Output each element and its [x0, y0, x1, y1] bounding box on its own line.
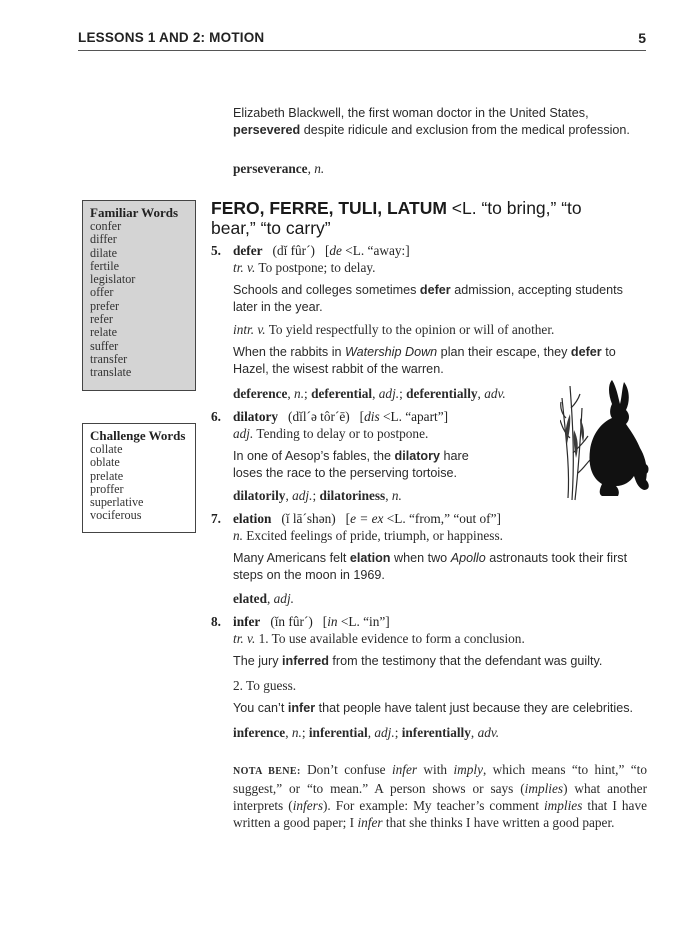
page-number: 5 — [638, 30, 646, 46]
sentence-text: from the testimony that the defendant was guilty. — [328, 654, 603, 668]
part-of-speech: adj. — [233, 426, 254, 441]
etymology-prefix: de — [329, 243, 342, 258]
example-sentence — [233, 282, 645, 316]
target-word: infer — [287, 701, 316, 715]
part-of-speech: n. — [314, 161, 325, 176]
entry-headword-line: elation (ĭ lā´shən) [e = ex <L. “from,” “out of”] — [233, 511, 501, 526]
derivative-word: inference — [233, 725, 286, 740]
word-list-item: refer — [90, 312, 113, 327]
entry-number: 7. — [211, 511, 221, 526]
note-text: , which means “to hint,” “to suggest,” or “to mean.” A person shows or says ( — [233, 762, 647, 797]
entry-headword: elation — [233, 511, 272, 526]
word-list-item: translate — [90, 365, 132, 380]
word-list-item: differ — [90, 232, 117, 247]
part-of-speech: adj. — [374, 725, 395, 740]
familiar-words-box — [82, 200, 196, 391]
entry-number: 5. — [211, 243, 221, 258]
etymology: <L. “away:] — [341, 243, 410, 258]
etymology: <L. “apart”] — [379, 409, 449, 424]
note-term: infer — [391, 762, 418, 778]
entry-headword-line: defer (dĭ fûr´) [de <L. “away:] — [233, 243, 410, 258]
definition — [233, 321, 645, 338]
word-list-item: vociferous — [90, 508, 142, 523]
part-of-speech: n. — [291, 725, 302, 740]
sentence-text: Many Americans felt — [233, 551, 350, 565]
chapter-title: LESSONS 1 AND 2: MOTION — [78, 30, 265, 45]
pronunciation: (ĭ lā´shən) — [281, 511, 336, 526]
part-of-speech: n. — [391, 488, 402, 503]
sentence-text: Schools and colleges sometimes — [233, 283, 420, 297]
word-list-item: legislator — [90, 272, 136, 287]
sentence-text: When the rabbits in — [233, 345, 346, 359]
sentence-text: plan their escape, they — [437, 345, 571, 359]
definition-text: Excited feelings of pride, triumph, or happiness. — [242, 528, 503, 543]
part-of-speech: adj. — [273, 591, 294, 606]
challenge-words-list — [90, 443, 195, 523]
part-of-speech: adv. — [484, 386, 506, 401]
root-words: FERO, FERRE, TULI, LATUM — [211, 198, 447, 218]
entry-headword: dilatory — [233, 409, 279, 424]
definition-text: 2. To guess. — [233, 678, 297, 693]
word-list-item: offer — [90, 285, 114, 300]
part-of-speech: adj. — [378, 386, 400, 401]
definition-text: To yield respectfully to the opinion or will of another. — [265, 322, 555, 337]
sentence-text: to Hazel, the wisest rabbit of the warren. — [233, 345, 616, 376]
root-meaning: <L. “to bring,” “to bear,” “to carry” — [211, 198, 582, 238]
note-term: infers — [292, 798, 323, 814]
derivatives-line: dilatorily, adj.; dilatoriness, n. — [233, 488, 402, 503]
definition — [233, 527, 645, 544]
definition — [233, 259, 645, 276]
definition-text: To postpone; to delay. — [255, 260, 376, 275]
derivative-word: dilatorily — [233, 488, 286, 503]
sentence-text: hare loses the race to the perserving tortoise. — [233, 449, 469, 480]
target-word: persevered — [233, 123, 301, 137]
header-rule — [78, 50, 646, 51]
rabbit-silhouette — [590, 380, 649, 496]
example-sentence — [233, 653, 645, 670]
derivative-word: deferential — [311, 386, 373, 401]
note-text: Don’t confuse — [300, 762, 392, 778]
example-sentence — [233, 550, 645, 584]
part-of-speech: n. — [294, 386, 305, 401]
pronunciation: (dĭl´ə tôr´ē) — [288, 409, 350, 424]
rabbit-tail — [640, 463, 649, 474]
part-of-speech: n. — [233, 528, 243, 543]
derivatives-line: elated, adj. — [233, 591, 294, 606]
sentence-text: admission, accepting students later in the year. — [233, 283, 623, 314]
derivative-word: inferential — [308, 725, 368, 740]
etymology-prefix: e = ex — [350, 511, 384, 526]
part-of-speech: tr. v. — [233, 631, 256, 646]
rabbit-illustration — [560, 378, 650, 506]
root-heading — [211, 198, 631, 238]
note-term: infer — [357, 815, 383, 831]
note-term: imply — [453, 762, 483, 778]
title-reference: Watership Down — [345, 345, 438, 359]
word-list-item: proffer — [90, 481, 124, 496]
word-list-item: dilate — [90, 245, 118, 260]
sentence-text: despite ridicule and exclusion from the medical profession. — [300, 123, 630, 137]
word-list-item: prelate — [90, 468, 124, 483]
sentence-text: The jury — [233, 654, 282, 668]
example-sentence — [233, 448, 493, 482]
familiar-words-title: Familiar Words — [90, 205, 178, 220]
word-list-item: superlative — [90, 495, 144, 510]
derivatives-line: deference, n.; deferential, adj.; deferentially, adv. — [233, 386, 506, 401]
word-list-item: suffer — [90, 338, 119, 353]
target-word: dilatory — [394, 449, 441, 463]
sentence-text: In one of Aesop’s fables, the — [233, 449, 395, 463]
derivative-word: perseverance — [233, 161, 308, 176]
etymology-prefix: dis — [364, 409, 380, 424]
note-text: ) what another interprets ( — [233, 781, 647, 814]
title-reference: Apollo — [450, 551, 486, 565]
word-list-item: prefer — [90, 298, 120, 313]
sentence-text: astronauts took their first steps on the moon in 1969. — [233, 551, 628, 582]
target-word: elation — [349, 551, 391, 565]
word-list-item: collate — [90, 442, 123, 456]
definition — [233, 677, 645, 694]
challenge-words-title: Challenge Words — [90, 428, 186, 443]
word-list-item: fertile — [90, 258, 120, 273]
sentence-text: when two — [390, 551, 451, 565]
sentence-text: You can’t — [233, 701, 288, 715]
part-of-speech: intr. v. — [233, 322, 266, 337]
entry-headword: infer — [233, 614, 261, 629]
note-text: with — [417, 762, 454, 778]
derivative-word: elated — [233, 591, 267, 606]
derivative-word: dilatoriness — [319, 488, 386, 503]
derivatives-line: perseverance, n. — [233, 161, 325, 176]
entry-headword: defer — [233, 243, 263, 258]
etymology: <L. “from,” “out of”] — [383, 511, 501, 526]
entry-number: 8. — [211, 614, 221, 629]
target-word: inferred — [282, 654, 329, 668]
part-of-speech: adj. — [292, 488, 313, 503]
challenge-words-box — [82, 423, 196, 533]
word-list-item: oblate — [90, 455, 120, 470]
running-header — [78, 30, 646, 50]
note-text: that she thinks I have written a good paper. — [382, 815, 615, 831]
word-list-item: confer — [90, 219, 122, 233]
sentence-text: that people have talent just because they are celebrities. — [315, 701, 634, 715]
note-term: implies — [543, 798, 583, 814]
familiar-words-list — [90, 220, 195, 380]
example-sentence — [233, 105, 645, 139]
target-word: defer — [419, 283, 451, 297]
word-list-item: relate — [90, 325, 118, 340]
target-word: defer — [570, 345, 602, 359]
note-text: ). For example: My teacher’s comment — [323, 798, 544, 814]
part-of-speech: tr. v. — [233, 260, 256, 275]
example-sentence — [233, 700, 645, 717]
derivative-word: inferentially — [401, 725, 471, 740]
note-term: implies — [524, 781, 564, 797]
derivative-word: deference — [233, 386, 288, 401]
word-list-item: transfer — [90, 351, 128, 366]
etymology-prefix: in — [327, 614, 338, 629]
note-text: that I have written a good paper; I — [233, 798, 647, 831]
etymology: <L. “in”] — [337, 614, 390, 629]
entry-headword-line: dilatory (dĭl´ə tôr´ē) [dis <L. “apart”] — [233, 409, 449, 424]
sentence-text: Elizabeth Blackwell, the first woman doctor in the United States, — [233, 106, 589, 120]
derivatives-line: inference, n.; inferential, adj.; inferentially, adv. — [233, 725, 500, 740]
derivative-word: deferentially — [406, 386, 478, 401]
pronunciation: (dĭ fûr´) — [272, 243, 315, 258]
definition — [233, 630, 645, 647]
definition-text: 1. To use available evidence to form a conclusion. — [255, 631, 525, 646]
entry-headword-line: infer (ĭn fûr´) [in <L. “in”] — [233, 614, 390, 629]
example-sentence — [233, 344, 645, 378]
nota-bene-note — [233, 761, 647, 831]
definition-text: Tending to delay or to postpone. — [253, 426, 429, 441]
part-of-speech: adv. — [477, 725, 500, 740]
nota-bene-label: NOTA BENE: — [233, 766, 301, 778]
pronunciation: (ĭn fûr´) — [270, 614, 313, 629]
entry-number: 6. — [211, 409, 221, 424]
